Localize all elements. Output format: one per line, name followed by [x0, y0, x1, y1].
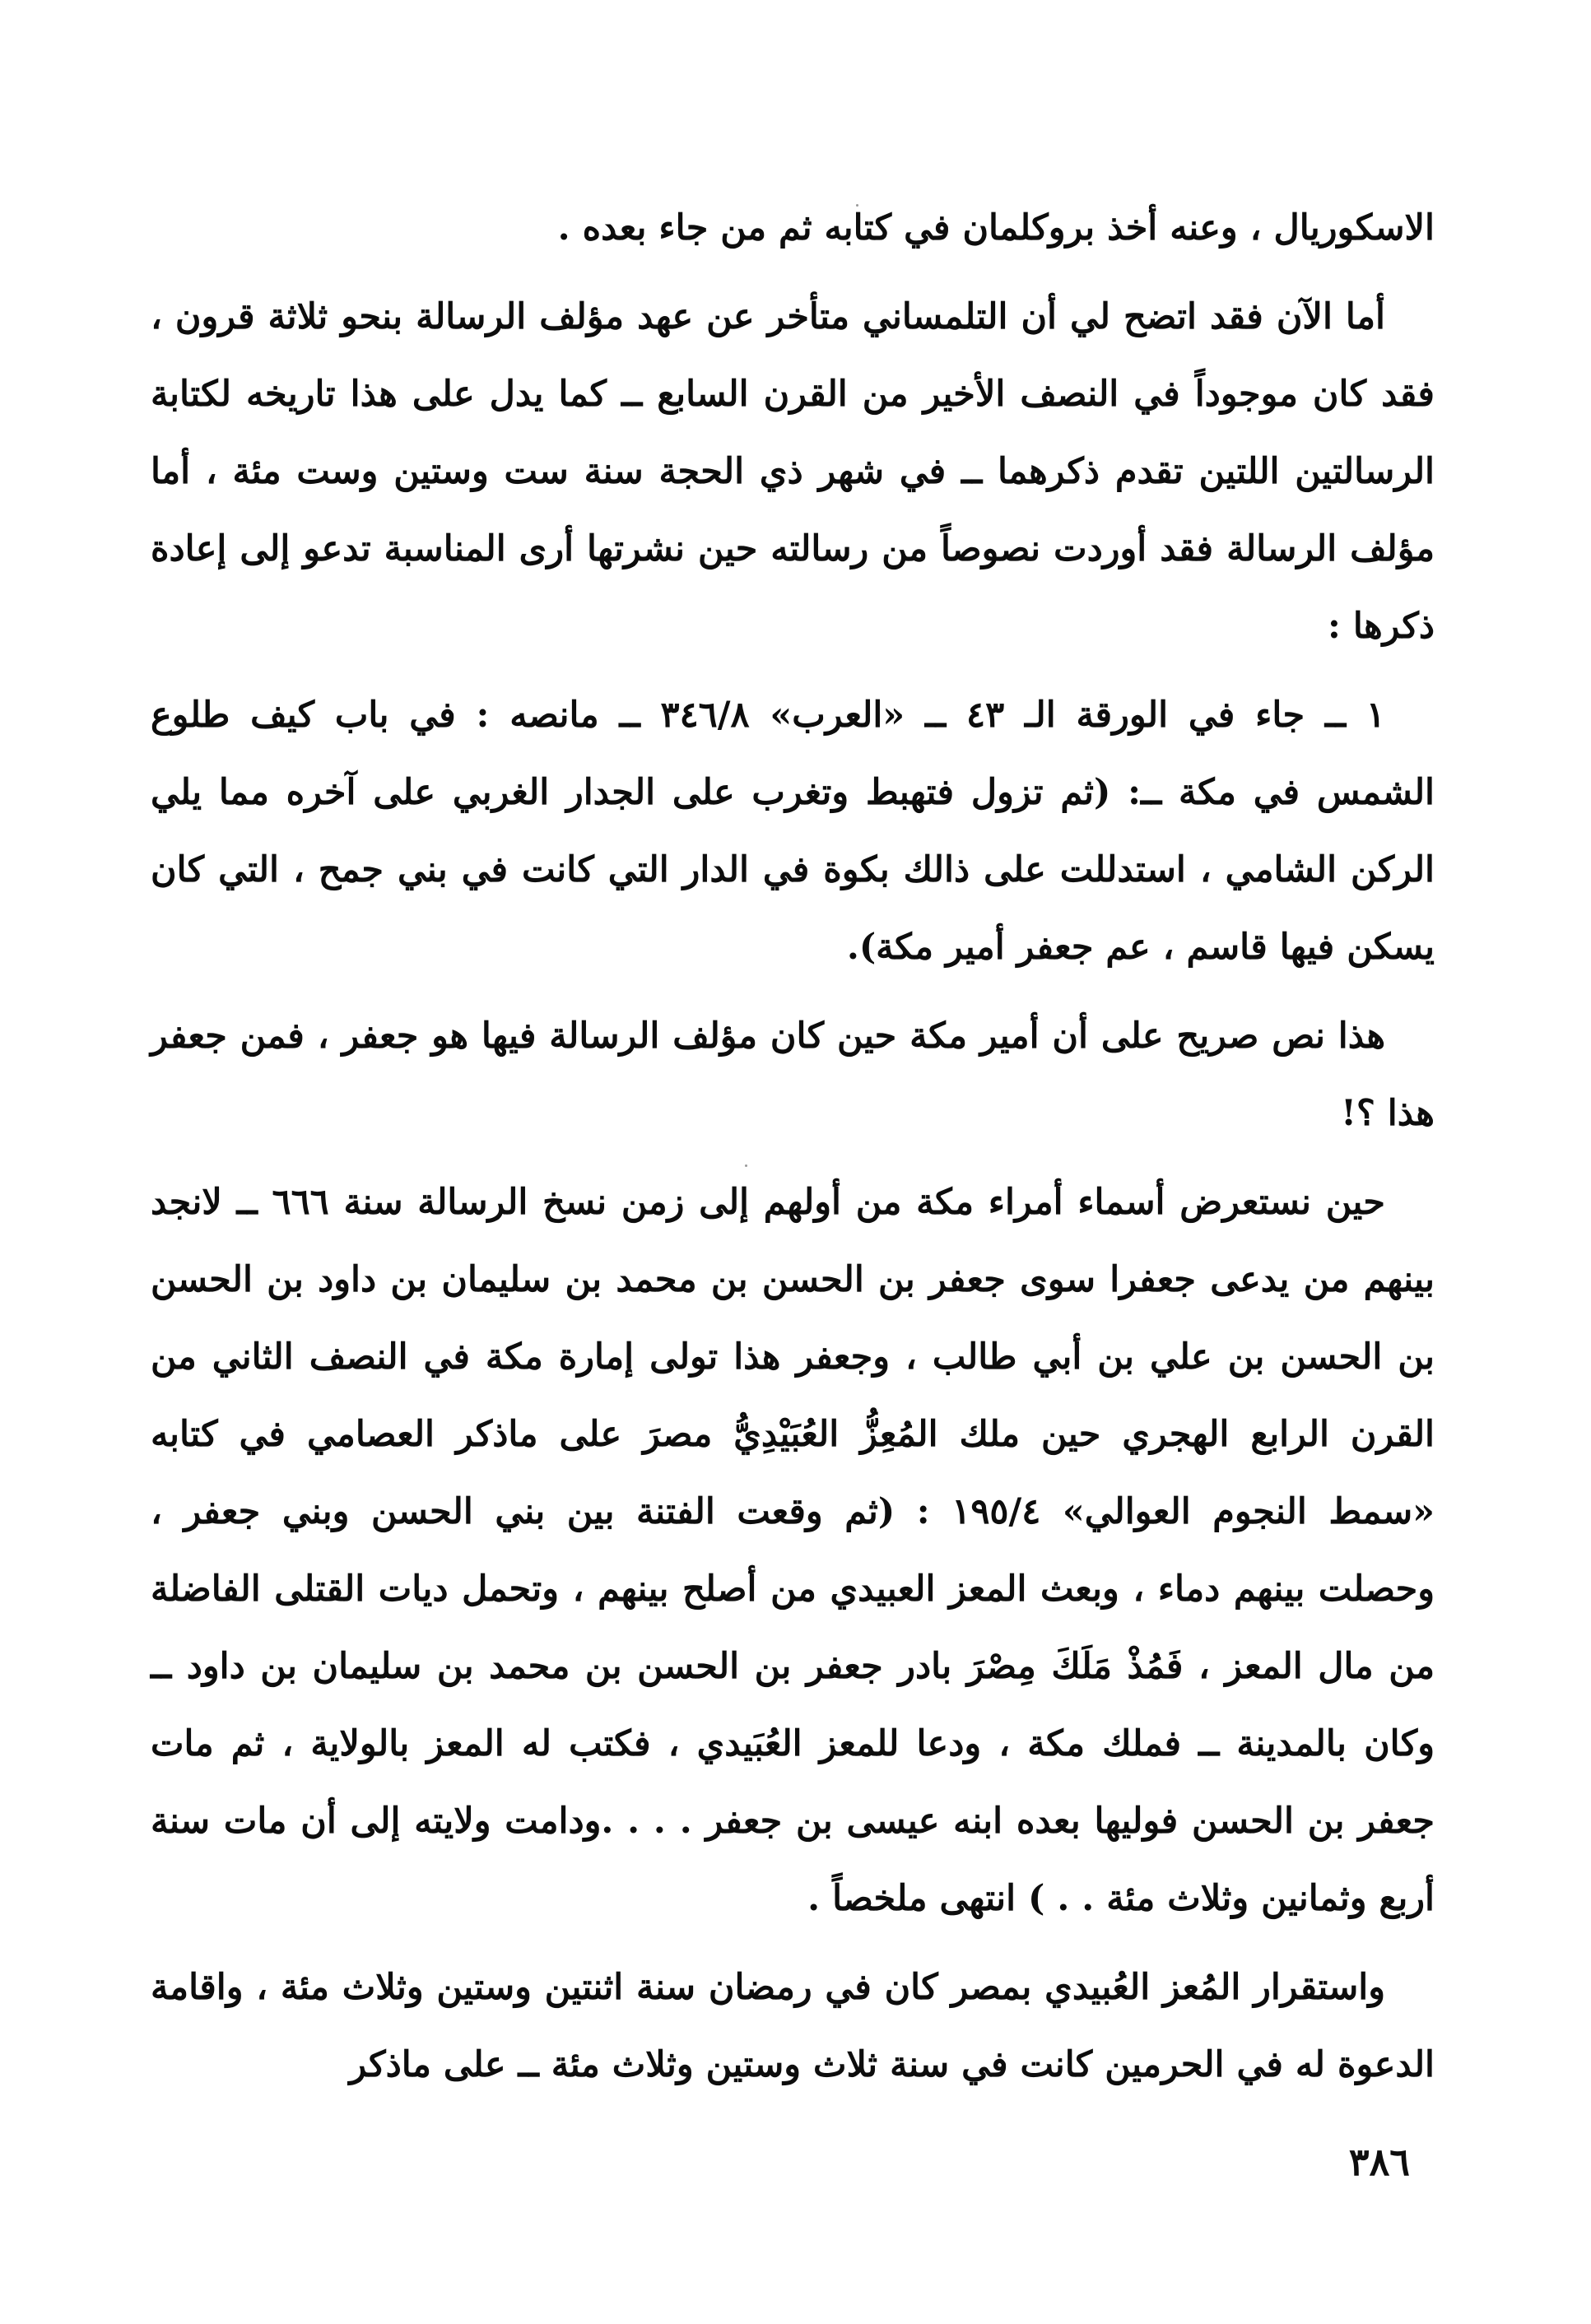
paragraph-tilimsani: أما الآن فقد اتضح لي أن التلمساني متأخر عن عهد مؤلف الرسالة بنحو ثلاثة قرون ، فقد كان موجوداً في النصف الأخير من القرن السابع ــ كما يدل على هذا تاريخه لكتابة الرسالتين اللتين تقدم ذكرهما ــ في شهر ذي الحجة سنة ست وستين وست مئة ، أما مؤلف الرسالة فقد أوردت نصوصاً من رسالته حين نشرتها أرى المناسبة تدعو إلى إعادة ذكرها : [151, 296, 1435, 647]
page-number: ٣٨٦ [1348, 2140, 1410, 2184]
paragraph-emirs-of-mecca: حين نستعرض أسماء أمراء مكة من أولهم إلى زمن نسخ الرسالة سنة ٦٦٦ ــ لانجد بينهم من يدعى جعفرا سوى جعفر بن الحسن بن محمد بن سليمان بن داود بن الحسن بن الحسن بن علي بن أبي طالب ، وجعفر هذا تولى إمارة مكة في النصف الثاني من القرن الرابع الهجري حين ملك المُعِزُّ العُبَيْدِيُّ مصرَ على ماذكر العصامي في كتابه «سمط النجوم العوالي» ١٩٥/٤ : (ثم وقعت الفتنة بين بني الحسن وبني جعفر ، وحصلت بينهم دماء ، وبعث المعز العبيدي من أصلح بينهم ، وتحمل ديات القتلى الفاضلة من مال المعز ، فَمُذْ مَلَكَ مِصْرَ بادر جعفر بن الحسن بن محمد بن سليمان بن داود ــ وكان بالمدينة ــ فملك مكة ، ودعا للمعز العُبَيدي ، فكتب له المعز بالولاية ، ثم مات جعفر بن الحسن فوليها بعده ابنه عيسى بن جعفر . . . .ودامت ولايته إلى أن مات سنة أربع وثمانين وثلاث مئة . . ) انتهى ملخصاً . [151, 1182, 1435, 1919]
paragraph-muizz: واستقرار المُعز العُبيدي بمصر كان في رمضان سنة اثنتين وستين وثلاث مئة ، واقامة الدعوة له في الحرمين كانت في سنة ثلاث وستين وثلاث مئة ــ على ماذكر [151, 1967, 1435, 2085]
paragraph-continuation: الاسكوريال ، وعنه أخذ بروكلمان في كتابه ثم من جاء بعده . [557, 207, 1435, 249]
paragraph-quote-1: ١ ــ جاء في الورقة الـ ٤٣ ــ «العرب» ٣٤٦/٨ ــ مانصه : في باب كيف طلوع الشمس في مكة ــ: (ثم تزول فتهبط وتغرب على الجدار الغربي على آخره مما يلي الركن الشامي ، استدللت على ذالك بكوة في الدار التي كانت في بني جمح ، التي كان يسكن فيها قاسم ، عم جعفر أمير مكة). [151, 695, 1435, 968]
body-text [151, 189, 1435, 2103]
paragraph-jafar-question: هذا نص صريح على أن أمير مكة حين كان مؤلف الرسالة فيها هو جعفر ، فمن جعفر هذا ؟! [151, 1016, 1435, 1134]
